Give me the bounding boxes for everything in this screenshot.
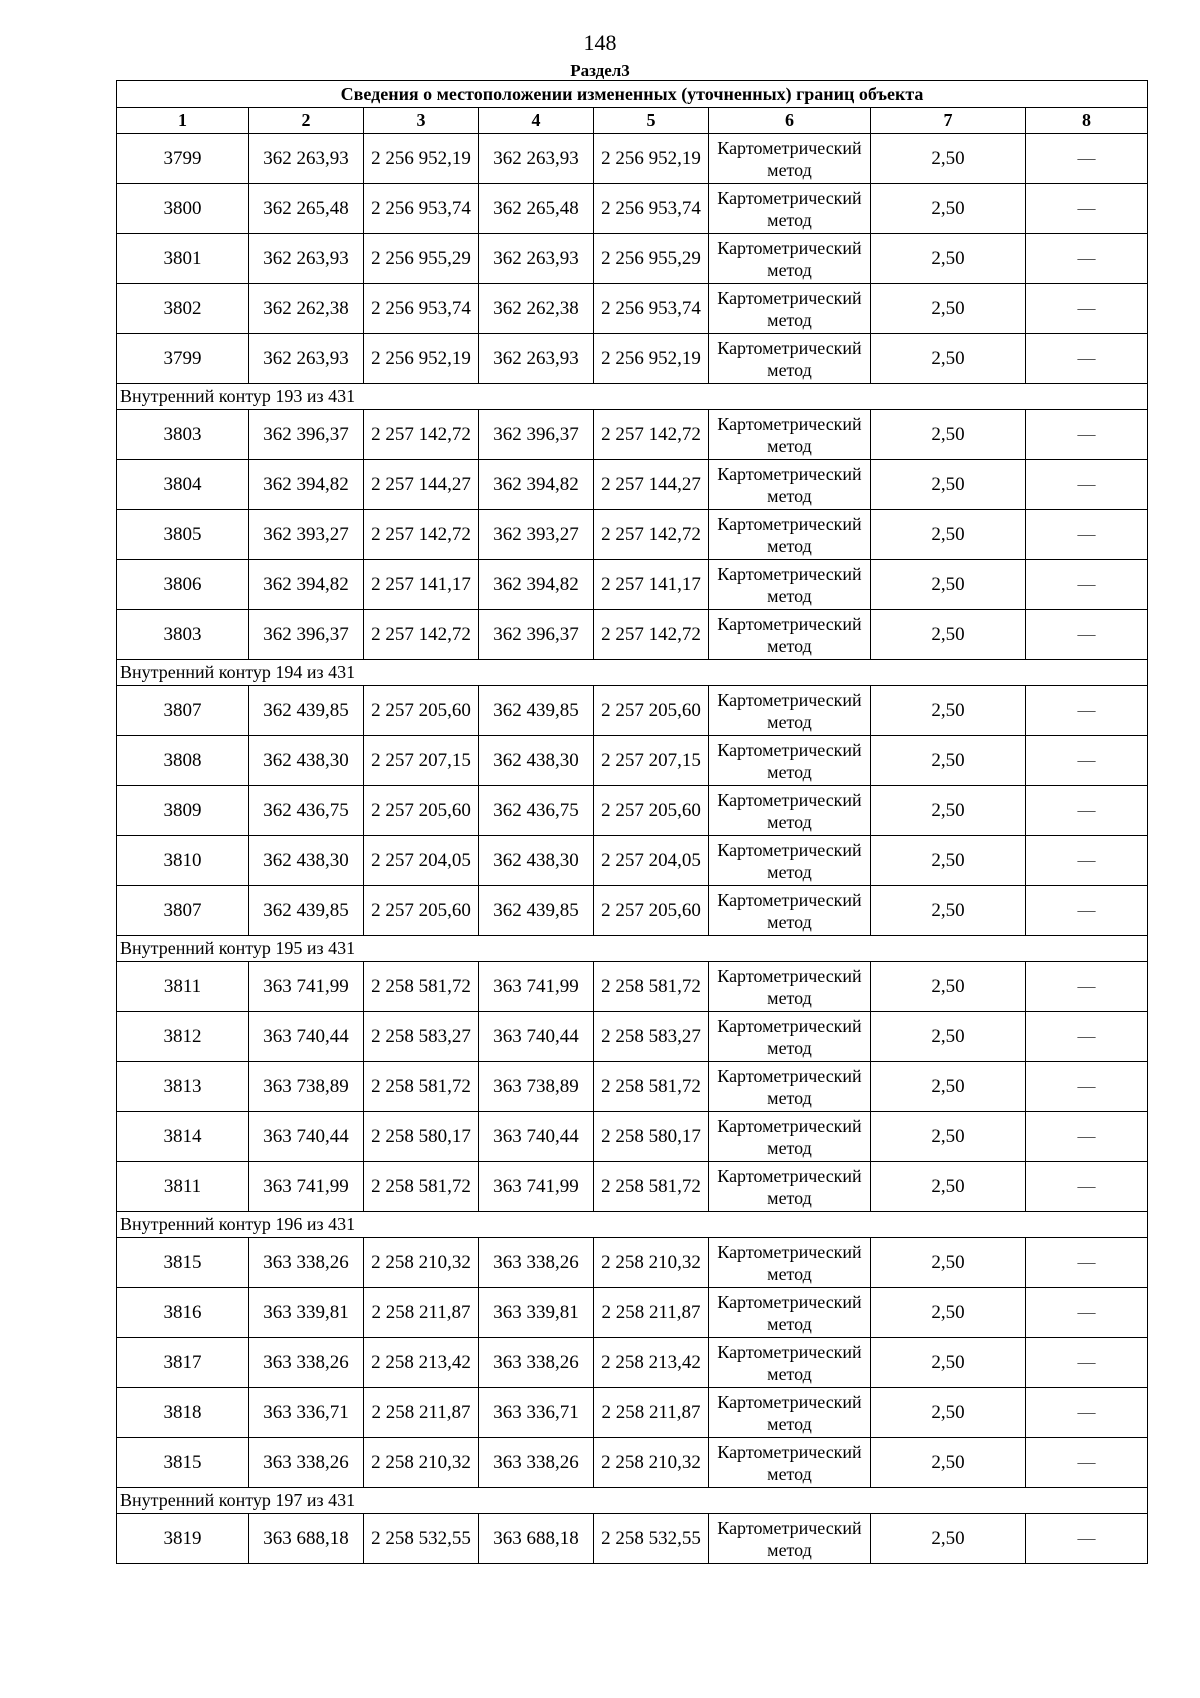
accuracy-cell: 2,50	[871, 184, 1026, 234]
y-old-cell: 2 257 141,17	[364, 560, 479, 610]
y-old-cell: 2 258 213,42	[364, 1338, 479, 1388]
table-row	[117, 962, 1148, 1012]
description-cell: —	[1026, 460, 1148, 510]
point-number-cell: 3814	[117, 1112, 249, 1162]
y-new-cell: 2 258 210,32	[594, 1238, 709, 1288]
x-old-cell: 362 263,93	[249, 334, 364, 384]
x-old-cell: 362 263,93	[249, 234, 364, 284]
table-row	[117, 1062, 1148, 1112]
accuracy-cell: 2,50	[871, 1238, 1026, 1288]
x-old-cell: 362 439,85	[249, 686, 364, 736]
description-cell: —	[1026, 334, 1148, 384]
table-row	[117, 1012, 1148, 1062]
x-new-cell: 362 262,38	[479, 284, 594, 334]
x-new-cell: 362 394,82	[479, 460, 594, 510]
y-old-cell: 2 257 142,72	[364, 610, 479, 660]
description-cell: —	[1026, 1514, 1148, 1564]
point-number-cell: 3812	[117, 1012, 249, 1062]
table-row	[117, 560, 1148, 610]
x-old-cell: 362 394,82	[249, 560, 364, 610]
y-new-cell: 2 258 581,72	[594, 1062, 709, 1112]
method-cell: Картометрический метод	[709, 334, 871, 384]
table-row	[117, 134, 1148, 184]
x-new-cell: 362 396,37	[479, 410, 594, 460]
accuracy-cell: 2,50	[871, 836, 1026, 886]
y-old-cell: 2 256 955,29	[364, 234, 479, 284]
contour-row	[117, 660, 1148, 686]
accuracy-cell: 2,50	[871, 560, 1026, 610]
contour-label: Внутренний контур 193 из 431	[117, 384, 1148, 410]
x-old-cell: 363 740,44	[249, 1112, 364, 1162]
accuracy-cell: 2,50	[871, 334, 1026, 384]
x-new-cell: 363 688,18	[479, 1514, 594, 1564]
method-cell: Картометрический метод	[709, 1388, 871, 1438]
description-cell: —	[1026, 610, 1148, 660]
x-new-cell: 363 338,26	[479, 1338, 594, 1388]
table-row	[117, 786, 1148, 836]
point-number-cell: 3815	[117, 1438, 249, 1488]
table-row	[117, 1438, 1148, 1488]
y-new-cell: 2 257 142,72	[594, 410, 709, 460]
y-old-cell: 2 257 204,05	[364, 836, 479, 886]
description-cell: —	[1026, 836, 1148, 886]
coordinates-table	[116, 80, 1148, 1564]
method-cell: Картометрический метод	[709, 1288, 871, 1338]
accuracy-cell: 2,50	[871, 962, 1026, 1012]
column-number: 6	[709, 108, 871, 134]
method-cell: Картометрический метод	[709, 410, 871, 460]
y-new-cell: 2 257 141,17	[594, 560, 709, 610]
table-row	[117, 410, 1148, 460]
table-row	[117, 736, 1148, 786]
x-new-cell: 362 263,93	[479, 134, 594, 184]
accuracy-cell: 2,50	[871, 1288, 1026, 1338]
point-number-cell: 3799	[117, 334, 249, 384]
point-number-cell: 3809	[117, 786, 249, 836]
method-cell: Картометрический метод	[709, 610, 871, 660]
method-cell: Картометрический метод	[709, 1514, 871, 1564]
x-new-cell: 363 740,44	[479, 1012, 594, 1062]
y-new-cell: 2 258 210,32	[594, 1438, 709, 1488]
column-number-row	[117, 108, 1148, 134]
y-new-cell: 2 258 583,27	[594, 1012, 709, 1062]
point-number-cell: 3804	[117, 460, 249, 510]
column-number: 4	[479, 108, 594, 134]
description-cell: —	[1026, 886, 1148, 936]
x-new-cell: 362 263,93	[479, 234, 594, 284]
x-new-cell: 362 265,48	[479, 184, 594, 234]
table-row	[117, 610, 1148, 660]
x-new-cell: 363 741,99	[479, 1162, 594, 1212]
table-row	[117, 1388, 1148, 1438]
contour-row	[117, 1488, 1148, 1514]
y-old-cell: 2 258 211,87	[364, 1288, 479, 1338]
x-old-cell: 362 396,37	[249, 610, 364, 660]
page-number: 148	[583, 30, 617, 55]
point-number-cell: 3810	[117, 836, 249, 886]
y-old-cell: 2 257 142,72	[364, 510, 479, 560]
y-old-cell: 2 257 205,60	[364, 786, 479, 836]
method-cell: Картометрический метод	[709, 836, 871, 886]
method-cell: Картометрический метод	[709, 886, 871, 936]
table-body	[117, 134, 1148, 1564]
x-old-cell: 362 394,82	[249, 460, 364, 510]
x-new-cell: 362 438,30	[479, 836, 594, 886]
section-label: Раздел3	[570, 61, 630, 80]
y-old-cell: 2 258 581,72	[364, 962, 479, 1012]
method-cell: Картометрический метод	[709, 134, 871, 184]
y-new-cell: 2 257 205,60	[594, 786, 709, 836]
description-cell: —	[1026, 1388, 1148, 1438]
method-cell: Картометрический метод	[709, 736, 871, 786]
table-row	[117, 1514, 1148, 1564]
accuracy-cell: 2,50	[871, 736, 1026, 786]
point-number-cell: 3803	[117, 410, 249, 460]
column-number: 7	[871, 108, 1026, 134]
accuracy-cell: 2,50	[871, 886, 1026, 936]
x-new-cell: 362 393,27	[479, 510, 594, 560]
accuracy-cell: 2,50	[871, 1112, 1026, 1162]
x-old-cell: 362 396,37	[249, 410, 364, 460]
y-new-cell: 2 257 142,72	[594, 510, 709, 560]
contour-row	[117, 1212, 1148, 1238]
description-cell: —	[1026, 1112, 1148, 1162]
table-row	[117, 1162, 1148, 1212]
x-old-cell: 363 338,26	[249, 1438, 364, 1488]
y-old-cell: 2 258 581,72	[364, 1062, 479, 1112]
table-row	[117, 334, 1148, 384]
x-old-cell: 363 740,44	[249, 1012, 364, 1062]
point-number-cell: 3811	[117, 1162, 249, 1212]
point-number-cell: 3816	[117, 1288, 249, 1338]
y-new-cell: 2 256 955,29	[594, 234, 709, 284]
x-new-cell: 362 436,75	[479, 786, 594, 836]
column-number: 5	[594, 108, 709, 134]
table-row	[117, 886, 1148, 936]
table-row	[117, 184, 1148, 234]
description-cell: —	[1026, 1438, 1148, 1488]
contour-label: Внутренний контур 195 из 431	[117, 936, 1148, 962]
accuracy-cell: 2,50	[871, 134, 1026, 184]
description-cell: —	[1026, 962, 1148, 1012]
y-new-cell: 2 257 205,60	[594, 886, 709, 936]
method-cell: Картометрический метод	[709, 786, 871, 836]
x-old-cell: 363 336,71	[249, 1388, 364, 1438]
y-new-cell: 2 258 580,17	[594, 1112, 709, 1162]
description-cell: —	[1026, 560, 1148, 610]
point-number-cell: 3819	[117, 1514, 249, 1564]
accuracy-cell: 2,50	[871, 510, 1026, 560]
contour-row	[117, 384, 1148, 410]
table-row	[117, 510, 1148, 560]
point-number-cell: 3805	[117, 510, 249, 560]
table-row	[117, 1112, 1148, 1162]
method-cell: Картометрический метод	[709, 560, 871, 610]
description-cell: —	[1026, 1062, 1148, 1112]
point-number-cell: 3801	[117, 234, 249, 284]
y-new-cell: 2 257 205,60	[594, 686, 709, 736]
x-new-cell: 363 741,99	[479, 962, 594, 1012]
y-new-cell: 2 258 532,55	[594, 1514, 709, 1564]
table-title-row	[117, 81, 1148, 108]
point-number-cell: 3813	[117, 1062, 249, 1112]
table-row	[117, 1288, 1148, 1338]
x-new-cell: 362 263,93	[479, 334, 594, 384]
x-old-cell: 362 438,30	[249, 836, 364, 886]
accuracy-cell: 2,50	[871, 284, 1026, 334]
point-number-cell: 3799	[117, 134, 249, 184]
y-new-cell: 2 257 204,05	[594, 836, 709, 886]
accuracy-cell: 2,50	[871, 1514, 1026, 1564]
point-number-cell: 3818	[117, 1388, 249, 1438]
description-cell: —	[1026, 510, 1148, 560]
y-old-cell: 2 257 205,60	[364, 886, 479, 936]
y-new-cell: 2 258 213,42	[594, 1338, 709, 1388]
accuracy-cell: 2,50	[871, 410, 1026, 460]
table-row	[117, 1238, 1148, 1288]
description-cell: —	[1026, 1238, 1148, 1288]
table-row	[117, 1338, 1148, 1388]
y-new-cell: 2 256 953,74	[594, 284, 709, 334]
description-cell: —	[1026, 410, 1148, 460]
x-old-cell: 362 263,93	[249, 134, 364, 184]
x-new-cell: 362 438,30	[479, 736, 594, 786]
point-number-cell: 3803	[117, 610, 249, 660]
point-number-cell: 3802	[117, 284, 249, 334]
point-number-cell: 3807	[117, 886, 249, 936]
y-old-cell: 2 257 144,27	[364, 460, 479, 510]
point-number-cell: 3817	[117, 1338, 249, 1388]
point-number-cell: 3807	[117, 686, 249, 736]
column-number: 8	[1026, 108, 1148, 134]
x-old-cell: 363 338,26	[249, 1238, 364, 1288]
y-old-cell: 2 256 952,19	[364, 134, 479, 184]
accuracy-cell: 2,50	[871, 234, 1026, 284]
x-new-cell: 363 336,71	[479, 1388, 594, 1438]
point-number-cell: 3815	[117, 1238, 249, 1288]
accuracy-cell: 2,50	[871, 1338, 1026, 1388]
method-cell: Картометрический метод	[709, 1238, 871, 1288]
y-new-cell: 2 257 142,72	[594, 610, 709, 660]
x-new-cell: 363 338,26	[479, 1238, 594, 1288]
y-old-cell: 2 258 580,17	[364, 1112, 479, 1162]
contour-label: Внутренний контур 194 из 431	[117, 660, 1148, 686]
accuracy-cell: 2,50	[871, 1062, 1026, 1112]
table-title: Сведения о местоположении измененных (уточненных) границ объекта	[117, 81, 1148, 108]
x-new-cell: 362 394,82	[479, 560, 594, 610]
method-cell: Картометрический метод	[709, 1438, 871, 1488]
point-number-cell: 3811	[117, 962, 249, 1012]
y-old-cell: 2 258 210,32	[364, 1238, 479, 1288]
method-cell: Картометрический метод	[709, 686, 871, 736]
x-old-cell: 363 339,81	[249, 1288, 364, 1338]
method-cell: Картометрический метод	[709, 1338, 871, 1388]
description-cell: —	[1026, 284, 1148, 334]
accuracy-cell: 2,50	[871, 786, 1026, 836]
method-cell: Картометрический метод	[709, 1162, 871, 1212]
y-new-cell: 2 258 211,87	[594, 1388, 709, 1438]
method-cell: Картометрический метод	[709, 962, 871, 1012]
y-old-cell: 2 257 205,60	[364, 686, 479, 736]
accuracy-cell: 2,50	[871, 1438, 1026, 1488]
column-number: 2	[249, 108, 364, 134]
table-row	[117, 836, 1148, 886]
x-new-cell: 363 738,89	[479, 1062, 594, 1112]
y-old-cell: 2 257 142,72	[364, 410, 479, 460]
point-number-cell: 3800	[117, 184, 249, 234]
accuracy-cell: 2,50	[871, 1388, 1026, 1438]
description-cell: —	[1026, 134, 1148, 184]
x-old-cell: 362 265,48	[249, 184, 364, 234]
accuracy-cell: 2,50	[871, 686, 1026, 736]
description-cell: —	[1026, 786, 1148, 836]
x-new-cell: 363 338,26	[479, 1438, 594, 1488]
table-row	[117, 234, 1148, 284]
description-cell: —	[1026, 234, 1148, 284]
y-new-cell: 2 257 207,15	[594, 736, 709, 786]
x-new-cell: 362 439,85	[479, 686, 594, 736]
x-old-cell: 362 393,27	[249, 510, 364, 560]
method-cell: Картометрический метод	[709, 510, 871, 560]
x-old-cell: 362 438,30	[249, 736, 364, 786]
description-cell: —	[1026, 686, 1148, 736]
y-new-cell: 2 256 953,74	[594, 184, 709, 234]
y-old-cell: 2 258 583,27	[364, 1012, 479, 1062]
accuracy-cell: 2,50	[871, 460, 1026, 510]
column-number: 1	[117, 108, 249, 134]
x-old-cell: 363 741,99	[249, 962, 364, 1012]
column-number: 3	[364, 108, 479, 134]
description-cell: —	[1026, 184, 1148, 234]
table-row	[117, 460, 1148, 510]
contour-label: Внутренний контур 197 из 431	[117, 1488, 1148, 1514]
x-old-cell: 362 262,38	[249, 284, 364, 334]
x-new-cell: 363 740,44	[479, 1112, 594, 1162]
description-cell: —	[1026, 1012, 1148, 1062]
point-number-cell: 3808	[117, 736, 249, 786]
point-number-cell: 3806	[117, 560, 249, 610]
y-old-cell: 2 256 953,74	[364, 184, 479, 234]
method-cell: Картометрический метод	[709, 284, 871, 334]
y-old-cell: 2 258 210,32	[364, 1438, 479, 1488]
table-row	[117, 686, 1148, 736]
method-cell: Картометрический метод	[709, 1012, 871, 1062]
method-cell: Картометрический метод	[709, 460, 871, 510]
description-cell: —	[1026, 1288, 1148, 1338]
y-new-cell: 2 258 581,72	[594, 962, 709, 1012]
contour-row	[117, 936, 1148, 962]
description-cell: —	[1026, 1162, 1148, 1212]
x-new-cell: 362 396,37	[479, 610, 594, 660]
y-old-cell: 2 257 207,15	[364, 736, 479, 786]
x-old-cell: 362 439,85	[249, 886, 364, 936]
description-cell: —	[1026, 736, 1148, 786]
y-new-cell: 2 258 211,87	[594, 1288, 709, 1338]
y-new-cell: 2 256 952,19	[594, 134, 709, 184]
method-cell: Картометрический метод	[709, 184, 871, 234]
y-new-cell: 2 258 581,72	[594, 1162, 709, 1212]
x-old-cell: 363 741,99	[249, 1162, 364, 1212]
y-old-cell: 2 258 211,87	[364, 1388, 479, 1438]
y-new-cell: 2 257 144,27	[594, 460, 709, 510]
x-old-cell: 362 436,75	[249, 786, 364, 836]
description-cell: —	[1026, 1338, 1148, 1388]
y-new-cell: 2 256 952,19	[594, 334, 709, 384]
y-old-cell: 2 258 581,72	[364, 1162, 479, 1212]
table-row	[117, 284, 1148, 334]
y-old-cell: 2 256 952,19	[364, 334, 479, 384]
accuracy-cell: 2,50	[871, 1012, 1026, 1062]
y-old-cell: 2 258 532,55	[364, 1514, 479, 1564]
accuracy-cell: 2,50	[871, 1162, 1026, 1212]
x-old-cell: 363 738,89	[249, 1062, 364, 1112]
method-cell: Картометрический метод	[709, 234, 871, 284]
y-old-cell: 2 256 953,74	[364, 284, 479, 334]
x-new-cell: 363 339,81	[479, 1288, 594, 1338]
x-new-cell: 362 439,85	[479, 886, 594, 936]
contour-label: Внутренний контур 196 из 431	[117, 1212, 1148, 1238]
accuracy-cell: 2,50	[871, 610, 1026, 660]
method-cell: Картометрический метод	[709, 1112, 871, 1162]
x-old-cell: 363 338,26	[249, 1338, 364, 1388]
method-cell: Картометрический метод	[709, 1062, 871, 1112]
x-old-cell: 363 688,18	[249, 1514, 364, 1564]
